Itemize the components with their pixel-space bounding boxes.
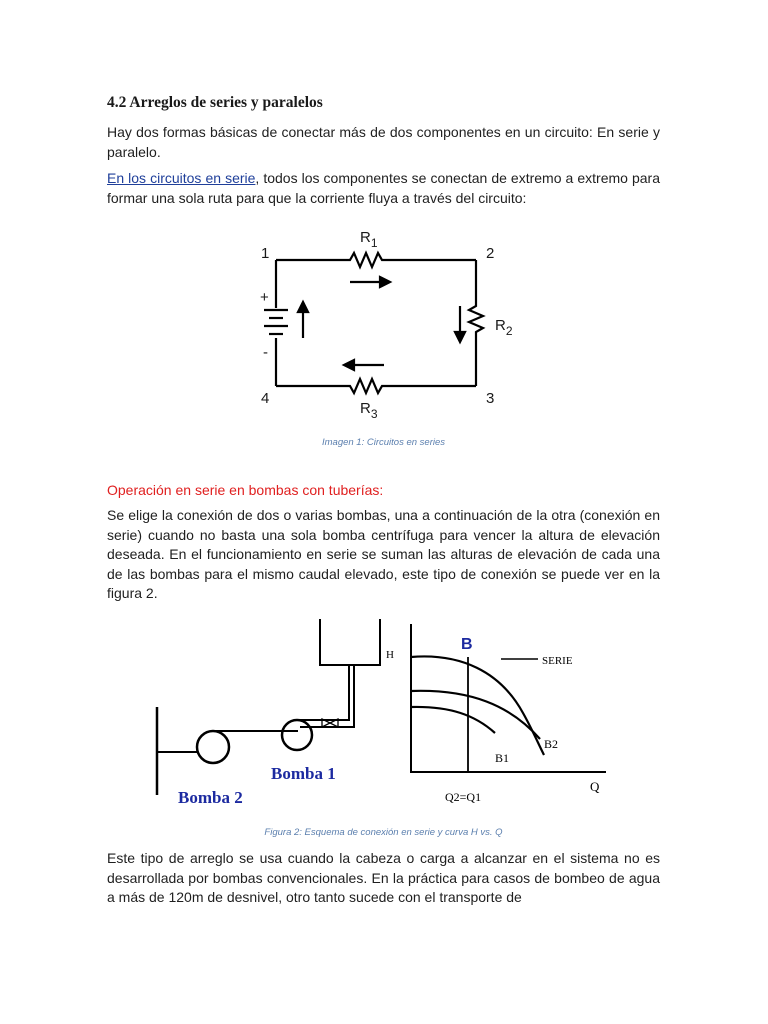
pump-2-icon [197, 731, 229, 763]
curve-point-label: B [461, 636, 473, 653]
section-title: 4.2 Arreglos de series y paralelos [107, 94, 323, 111]
b1-curve [411, 707, 495, 733]
node-label-1: 1 [261, 245, 270, 262]
wire-top [276, 253, 476, 267]
circuit-figure-caption: Imagen 1: Circuitos en series [321, 437, 446, 448]
x-axis-label: Q [590, 779, 600, 794]
series-paragraph-text: , todos los componentes se conectan de extremo a extremo para formar una sola ruta para que la corriente fluya a través del circuito: [107, 170, 660, 206]
pump-series-heading: Operación en serie en bombas con tuberías: [107, 482, 384, 498]
series-circuit-link[interactable]: En los circuitos en serie [107, 170, 256, 186]
pump-series-figure [150, 615, 620, 810]
serie-curve [411, 656, 544, 755]
wire-bottom [276, 379, 476, 393]
battery-minus-label: - [263, 344, 268, 361]
flow-label: Q2=Q1 [445, 790, 482, 804]
pump-2-label: Bomba 2 [178, 788, 243, 807]
plot-axes [411, 624, 606, 772]
battery-plus-label: + [260, 289, 269, 306]
tank-label: H [386, 649, 394, 661]
b1-label: B1 [495, 751, 510, 765]
b2-curve [411, 691, 540, 739]
pump-1-icon [282, 720, 312, 750]
tank-icon [320, 619, 380, 665]
serie-label: SERIE [542, 655, 573, 667]
node-label-2: 2 [486, 245, 495, 262]
document-body [107, 92, 660, 215]
resistor-label-r3: $R_3$ [360, 400, 378, 421]
pump-1-label: Bomba 1 [271, 764, 336, 783]
node-label-4: 4 [261, 390, 270, 407]
current-arrow-icon [298, 277, 465, 370]
pump-figure-caption: Figura 2: Esquema de conexión en serie y curva H vs. Q [264, 827, 503, 838]
resistor-label-r1: $R_1$ [360, 229, 378, 250]
intro-paragraph: Hay dos formas básicas de conectar más de dos componentes en un circuito: En serie y paralelo. [107, 124, 660, 160]
series-circuit-diagram [250, 222, 530, 422]
pump-series-paragraph: Se elige la conexión de dos o varias bombas, una a continuación de la otra (conexión en serie) cuando no basta una sola bomba centrífuga para vencer la altura de elevación deseada. En el funcionamiento en serie se suman las alturas de elevación de cada una de las bombas para el mismo caudal elevado, este tipo de conexión se puede ver en la figura 2. [107, 507, 660, 601]
battery-icon [264, 310, 288, 334]
series-paragraph [107, 169, 660, 208]
node-label-3: 3 [486, 390, 495, 407]
wire-right [469, 260, 483, 386]
b2-label: B2 [544, 737, 559, 751]
closing-paragraph: Este tipo de arreglo se usa cuando la cabeza o carga a alcanzar en el sistema no es desarrollada por bombas convencionales. En la práctica para casos de bombeo de agua a más de 120m de desnivel, otro tanto sucede con el transporte de [107, 850, 660, 905]
resistor-label-r2: $R_2$ [495, 317, 513, 338]
